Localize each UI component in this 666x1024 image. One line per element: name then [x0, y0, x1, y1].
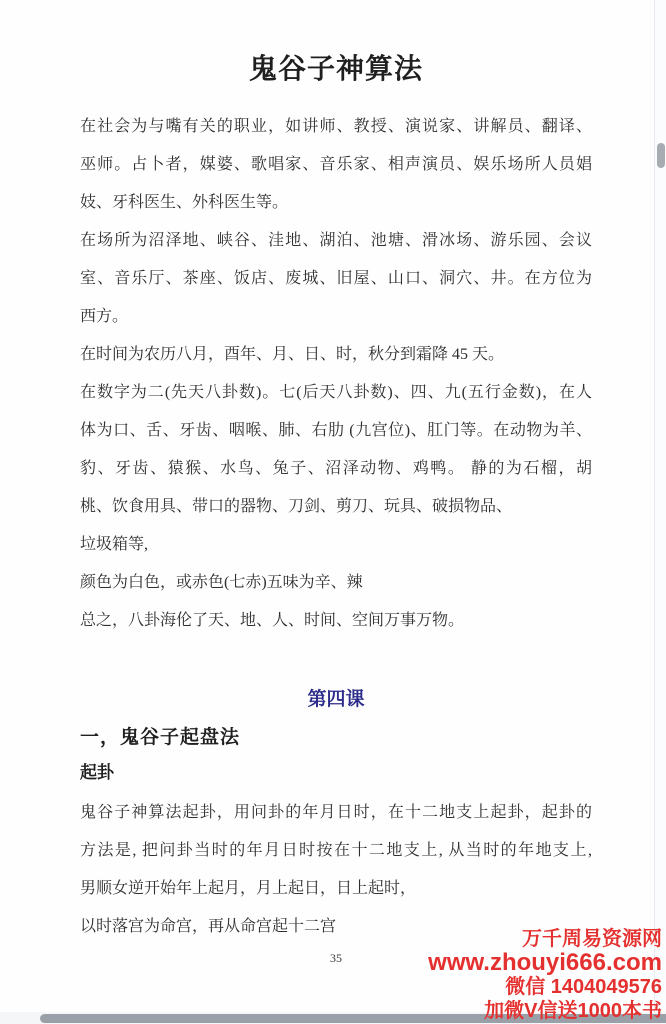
- paragraph: [80, 794, 592, 946]
- body-line: 颜色为白色，或赤色(七赤)五味为辛、辣: [80, 574, 363, 591]
- paragraph: [80, 108, 592, 640]
- body-line: 垃圾箱等,: [80, 536, 149, 553]
- body-line: 体为口、舌、牙齿、咽喉、肺、右肋 (九宫位)、肛门等。在动物为羊、: [80, 422, 592, 439]
- vertical-scrollbar[interactable]: [654, 0, 666, 1024]
- body-line: 以时落宫为命宫，再从命宫起十二宫: [80, 918, 337, 935]
- body-line: 西方。: [80, 308, 129, 325]
- body-line: 在社会为与嘴有关的职业，如讲师、教授、演说家、讲解员、翻译、: [80, 118, 592, 135]
- watermark: [428, 927, 662, 1023]
- page-content: [80, 0, 592, 970]
- body-line: 妓、牙科医生、外科医生等。: [80, 194, 289, 211]
- body-line: 总之，八卦海伦了天、地、人、时间、空间万事万物。: [80, 612, 465, 629]
- watermark-site-name: 万千周易资源网: [522, 928, 662, 950]
- watermark-wechat: 微信 1404049576: [505, 976, 662, 998]
- subsection-heading: 起卦: [80, 763, 114, 782]
- watermark-url: www.zhouyi666.com: [428, 949, 662, 976]
- body-line: 巫师。占卜者，媒婆、歌唱家、音乐家、相声演员、娱乐场所人员娼: [80, 156, 592, 173]
- vertical-scrollbar-thumb[interactable]: [657, 143, 665, 168]
- body-line: 鬼谷子神算法起卦，用问卦的年月日时，在十二地支上起卦，起卦的: [80, 804, 592, 821]
- body-line: 豹、牙齿、猿猴、水鸟、兔子、沼泽动物、鸡鸭。 静的为石榴，胡: [80, 460, 592, 477]
- body-line: 桃、饮食用具、带口的器物、刀剑、剪刀、玩具、破损物品、: [80, 498, 513, 515]
- section-heading: 一，鬼谷子起盘法: [80, 727, 241, 748]
- body-line: 在场所为沼泽地、峡谷、洼地、湖泊、池塘、滑冰场、游乐园、会议: [80, 232, 592, 249]
- watermark-promo: 加微V信送1000本书: [484, 1000, 662, 1022]
- body-line: 方法是, 把问卦当时的年月日时按在十二地支上, 从当时的年地支上,: [80, 842, 592, 859]
- body-line: 在数字为二(先天八卦数)。七(后天八卦数)、四、九(五行金数)，在人: [80, 384, 592, 401]
- document-title: 鬼谷子神算法: [248, 54, 423, 85]
- body-line: 在时间为农历八月，酉年、月、日、时，秋分到霜降 45 天。: [80, 346, 505, 363]
- body-line: 男顺女逆开始年上起月，月上起日，日上起时，: [80, 880, 417, 897]
- lesson-heading: 第四课: [307, 689, 365, 710]
- page-number: 35: [330, 951, 342, 965]
- body-line: 室、音乐厅、茶座、饭店、废城、旧屋、山口、洞穴、井。在方位为: [80, 270, 592, 287]
